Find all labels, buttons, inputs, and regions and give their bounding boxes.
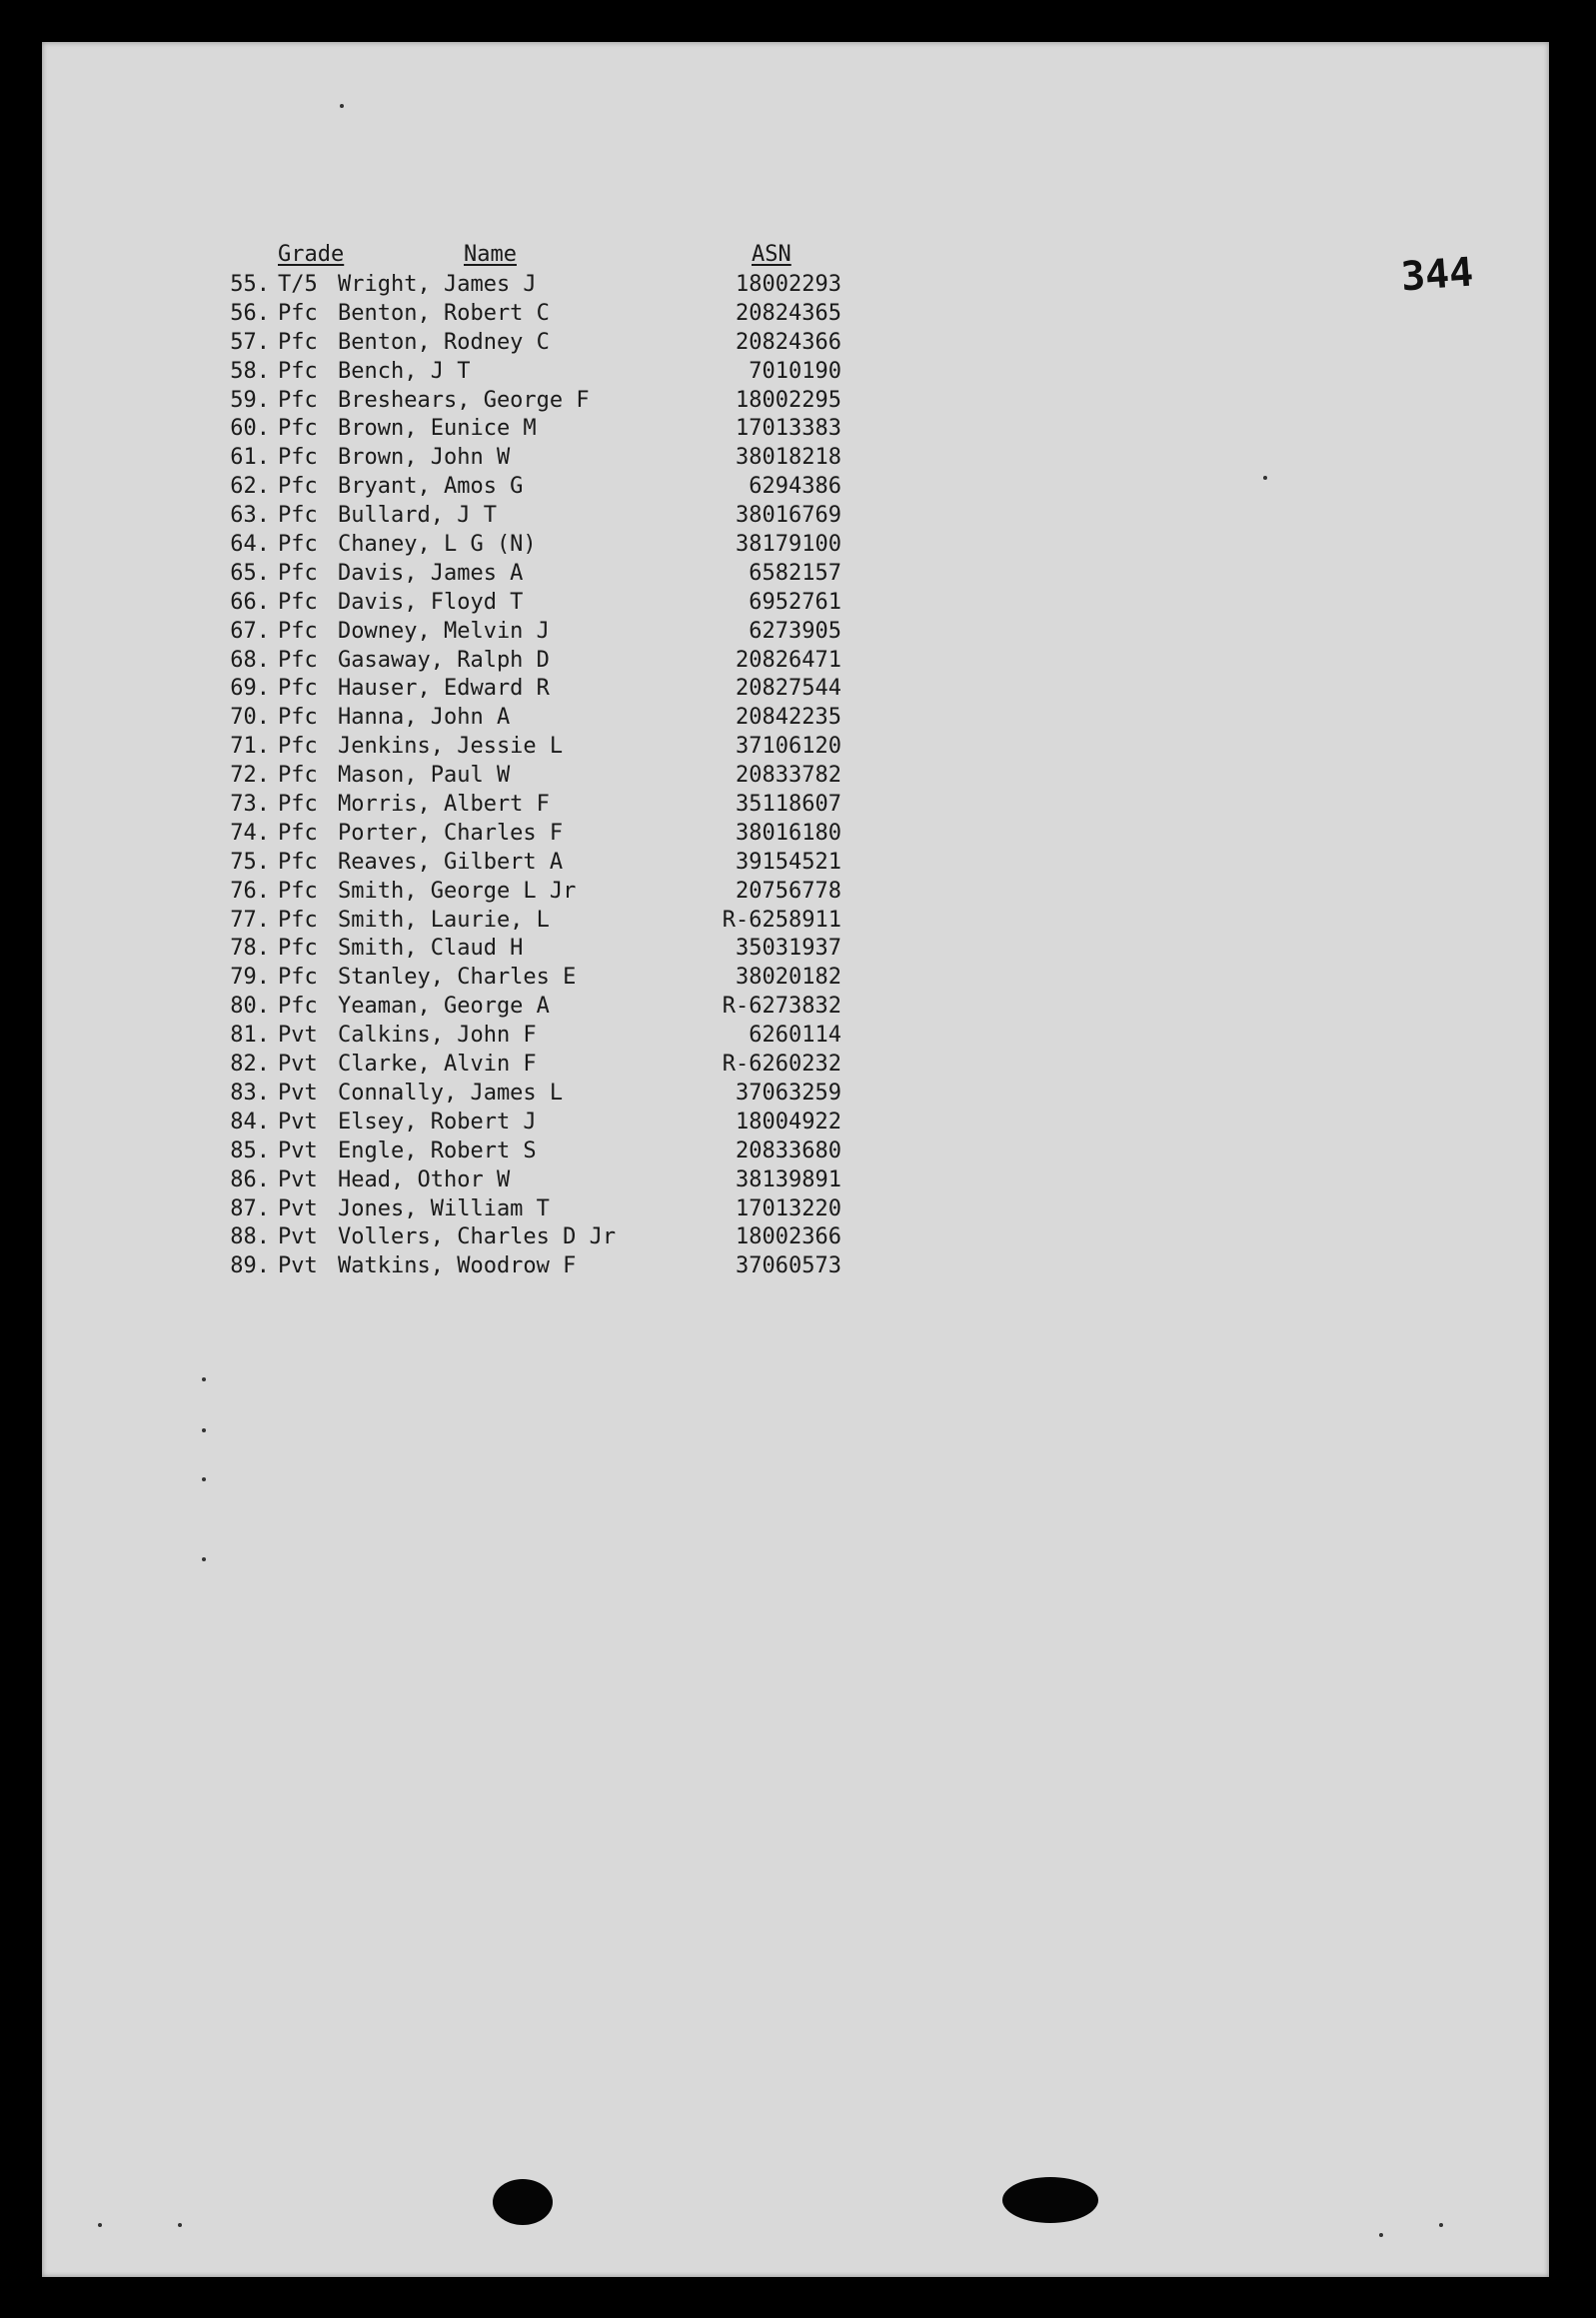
row-name: Chaney, L G (N): [338, 532, 537, 558]
speck: [1379, 2233, 1383, 2237]
row-number: 61.: [230, 445, 270, 471]
roster-row: [212, 1081, 891, 1110]
row-asn: 20833782: [736, 763, 841, 789]
header-asn: ASN: [752, 242, 792, 267]
row-number: 69.: [230, 676, 270, 702]
roster-row: [212, 301, 891, 330]
roster-row: [212, 1224, 891, 1253]
punch-hole: [493, 2179, 553, 2225]
row-grade: T/5: [278, 272, 318, 297]
page-number: 344: [1399, 249, 1475, 301]
row-name: Smith, George L Jr: [338, 878, 577, 904]
row-grade: Pfc: [278, 878, 318, 904]
row-grade: Pvt: [278, 1195, 318, 1221]
speck: [1439, 2223, 1443, 2227]
roster-row: [212, 590, 891, 619]
punch-hole: [1002, 2177, 1098, 2223]
row-name: Bullard, J T: [338, 503, 497, 529]
row-asn: 6294386: [749, 474, 841, 500]
speck: [98, 2223, 102, 2227]
row-asn: 37106120: [736, 734, 841, 760]
roster-table: [212, 242, 891, 1282]
row-number: 88.: [230, 1224, 270, 1250]
roster-row: [212, 359, 891, 388]
row-number: 60.: [230, 416, 270, 442]
row-asn: 38016769: [736, 503, 841, 529]
header-grade: Grade: [278, 242, 345, 267]
row-name: Smith, Laurie, L: [338, 907, 550, 933]
row-grade: Pfc: [278, 734, 318, 760]
row-name: Breshears, George F: [338, 387, 590, 413]
roster-row: [212, 763, 891, 792]
row-grade: Pfc: [278, 820, 318, 846]
row-grade: Pfc: [278, 474, 318, 500]
row-asn: 6582157: [749, 560, 841, 586]
roster-row: [212, 1110, 891, 1139]
row-name: Vollers, Charles D Jr: [338, 1224, 617, 1250]
row-asn: 35031937: [736, 936, 841, 962]
row-number: 73.: [230, 792, 270, 818]
row-asn: R-6260232: [722, 1052, 841, 1078]
row-number: 85.: [230, 1138, 270, 1163]
roster-row: [212, 272, 891, 301]
header-name: Name: [464, 242, 517, 267]
row-asn: 7010190: [749, 358, 841, 384]
row-number: 75.: [230, 849, 270, 875]
row-asn: 6952761: [749, 589, 841, 615]
row-name: Bryant, Amos G: [338, 474, 524, 500]
row-asn: 38016180: [736, 820, 841, 846]
roster-row: [212, 994, 891, 1023]
row-asn: 18002293: [736, 272, 841, 297]
roster-row: [212, 388, 891, 417]
roster-row: [212, 619, 891, 648]
row-number: 79.: [230, 965, 270, 991]
speck: [340, 104, 344, 108]
row-number: 87.: [230, 1195, 270, 1221]
row-asn: 20826471: [736, 647, 841, 673]
row-grade: Pvt: [278, 1224, 318, 1250]
row-number: 76.: [230, 878, 270, 904]
row-asn: 38020182: [736, 965, 841, 991]
roster-row: [212, 1196, 891, 1225]
row-number: 68.: [230, 647, 270, 673]
row-asn: 38018218: [736, 445, 841, 471]
roster-row: [212, 936, 891, 965]
row-grade: Pvt: [278, 1253, 318, 1279]
row-asn: R-6258911: [722, 907, 841, 933]
roster-row: [212, 1023, 891, 1052]
row-number: 72.: [230, 763, 270, 789]
row-name: Benton, Robert C: [338, 300, 550, 326]
row-name: Brown, John W: [338, 445, 511, 471]
row-asn: 37060573: [736, 1253, 841, 1279]
row-name: Gasaway, Ralph D: [338, 647, 550, 673]
speck: [1263, 476, 1267, 480]
row-grade: Pfc: [278, 589, 318, 615]
row-grade: Pfc: [278, 300, 318, 326]
row-grade: Pfc: [278, 849, 318, 875]
row-grade: Pfc: [278, 416, 318, 442]
row-asn: 35118607: [736, 792, 841, 818]
row-asn: 37063259: [736, 1080, 841, 1106]
row-asn: 38139891: [736, 1166, 841, 1192]
row-grade: Pfc: [278, 763, 318, 789]
row-asn: 20842235: [736, 705, 841, 731]
row-name: Davis, Floyd T: [338, 589, 524, 615]
row-number: 65.: [230, 560, 270, 586]
row-number: 81.: [230, 1023, 270, 1049]
speck: [202, 1377, 206, 1381]
row-grade: Pfc: [278, 647, 318, 673]
roster-row: [212, 330, 891, 359]
row-name: Smith, Claud H: [338, 936, 524, 962]
row-asn: 17013220: [736, 1195, 841, 1221]
row-grade: Pfc: [278, 445, 318, 471]
row-grade: Pvt: [278, 1138, 318, 1163]
row-name: Elsey, Robert J: [338, 1109, 537, 1135]
row-grade: Pvt: [278, 1023, 318, 1049]
row-grade: Pfc: [278, 503, 318, 529]
row-number: 63.: [230, 503, 270, 529]
roster-row: [212, 705, 891, 734]
row-number: 56.: [230, 300, 270, 326]
row-name: Wright, James J: [338, 272, 537, 297]
row-name: Hanna, John A: [338, 705, 511, 731]
roster-row: [212, 648, 891, 677]
roster-row: [212, 734, 891, 763]
roster-row: [212, 965, 891, 994]
row-grade: Pfc: [278, 792, 318, 818]
row-grade: Pfc: [278, 532, 318, 558]
row-grade: Pfc: [278, 387, 318, 413]
roster-row: [212, 1167, 891, 1196]
roster-row: [212, 821, 891, 850]
row-asn: 20824366: [736, 329, 841, 355]
row-asn: 18002366: [736, 1224, 841, 1250]
roster-body: [212, 272, 891, 1282]
roster-row: [212, 1253, 891, 1282]
row-asn: 39154521: [736, 849, 841, 875]
row-asn: 20824365: [736, 300, 841, 326]
row-number: 70.: [230, 705, 270, 731]
row-number: 82.: [230, 1052, 270, 1078]
document-page: [42, 42, 1549, 2277]
roster-row: [212, 561, 891, 590]
row-name: Jones, William T: [338, 1195, 550, 1221]
speck: [178, 2223, 182, 2227]
row-asn: 20756778: [736, 878, 841, 904]
row-number: 89.: [230, 1253, 270, 1279]
row-name: Engle, Robert S: [338, 1138, 537, 1163]
row-asn: 6273905: [749, 618, 841, 644]
roster-header: [212, 242, 891, 272]
row-name: Davis, James A: [338, 560, 524, 586]
row-number: 71.: [230, 734, 270, 760]
row-grade: Pfc: [278, 936, 318, 962]
row-asn: 17013383: [736, 416, 841, 442]
row-number: 74.: [230, 820, 270, 846]
row-grade: Pfc: [278, 907, 318, 933]
row-number: 67.: [230, 618, 270, 644]
row-number: 55.: [230, 272, 270, 297]
row-asn: 38179100: [736, 532, 841, 558]
row-number: 78.: [230, 936, 270, 962]
row-grade: Pfc: [278, 329, 318, 355]
row-asn: 20833680: [736, 1138, 841, 1163]
row-number: 59.: [230, 387, 270, 413]
row-grade: Pvt: [278, 1052, 318, 1078]
row-number: 62.: [230, 474, 270, 500]
roster-row: [212, 1052, 891, 1081]
row-asn: R-6273832: [722, 994, 841, 1020]
row-number: 84.: [230, 1109, 270, 1135]
speck: [202, 1557, 206, 1561]
speck: [202, 1428, 206, 1432]
roster-row: [212, 879, 891, 908]
row-name: Downey, Melvin J: [338, 618, 550, 644]
row-name: Watkins, Woodrow F: [338, 1253, 577, 1279]
row-name: Brown, Eunice M: [338, 416, 537, 442]
roster-row: [212, 503, 891, 532]
roster-row: [212, 792, 891, 821]
roster-row: [212, 850, 891, 879]
row-grade: Pfc: [278, 994, 318, 1020]
row-number: 77.: [230, 907, 270, 933]
row-number: 66.: [230, 589, 270, 615]
row-number: 64.: [230, 532, 270, 558]
row-name: Connally, James L: [338, 1080, 564, 1106]
row-asn: 18002295: [736, 387, 841, 413]
row-name: Mason, Paul W: [338, 763, 511, 789]
row-asn: 20827544: [736, 676, 841, 702]
row-number: 57.: [230, 329, 270, 355]
row-number: 58.: [230, 358, 270, 384]
row-name: Head, Othor W: [338, 1166, 511, 1192]
roster-row: [212, 676, 891, 705]
roster-row: [212, 416, 891, 445]
row-name: Stanley, Charles E: [338, 965, 577, 991]
row-grade: Pfc: [278, 965, 318, 991]
row-name: Reaves, Gilbert A: [338, 849, 564, 875]
row-grade: Pfc: [278, 560, 318, 586]
roster-row: [212, 908, 891, 937]
row-name: Clarke, Alvin F: [338, 1052, 537, 1078]
row-grade: Pvt: [278, 1166, 318, 1192]
roster-row: [212, 1139, 891, 1167]
row-name: Benton, Rodney C: [338, 329, 550, 355]
row-grade: Pfc: [278, 705, 318, 731]
row-name: Calkins, John F: [338, 1023, 537, 1049]
row-name: Bench, J T: [338, 358, 471, 384]
row-grade: Pfc: [278, 676, 318, 702]
row-number: 86.: [230, 1166, 270, 1192]
row-name: Morris, Albert F: [338, 792, 550, 818]
roster-row: [212, 532, 891, 561]
row-name: Yeaman, George A: [338, 994, 550, 1020]
roster-row: [212, 445, 891, 474]
row-grade: Pfc: [278, 618, 318, 644]
row-grade: Pvt: [278, 1080, 318, 1106]
row-name: Porter, Charles F: [338, 820, 564, 846]
roster-row: [212, 474, 891, 503]
row-name: Jenkins, Jessie L: [338, 734, 564, 760]
row-asn: 18004922: [736, 1109, 841, 1135]
row-grade: Pvt: [278, 1109, 318, 1135]
row-number: 83.: [230, 1080, 270, 1106]
row-grade: Pfc: [278, 358, 318, 384]
speck: [202, 1477, 206, 1481]
row-asn: 6260114: [749, 1023, 841, 1049]
row-name: Hauser, Edward R: [338, 676, 550, 702]
row-number: 80.: [230, 994, 270, 1020]
